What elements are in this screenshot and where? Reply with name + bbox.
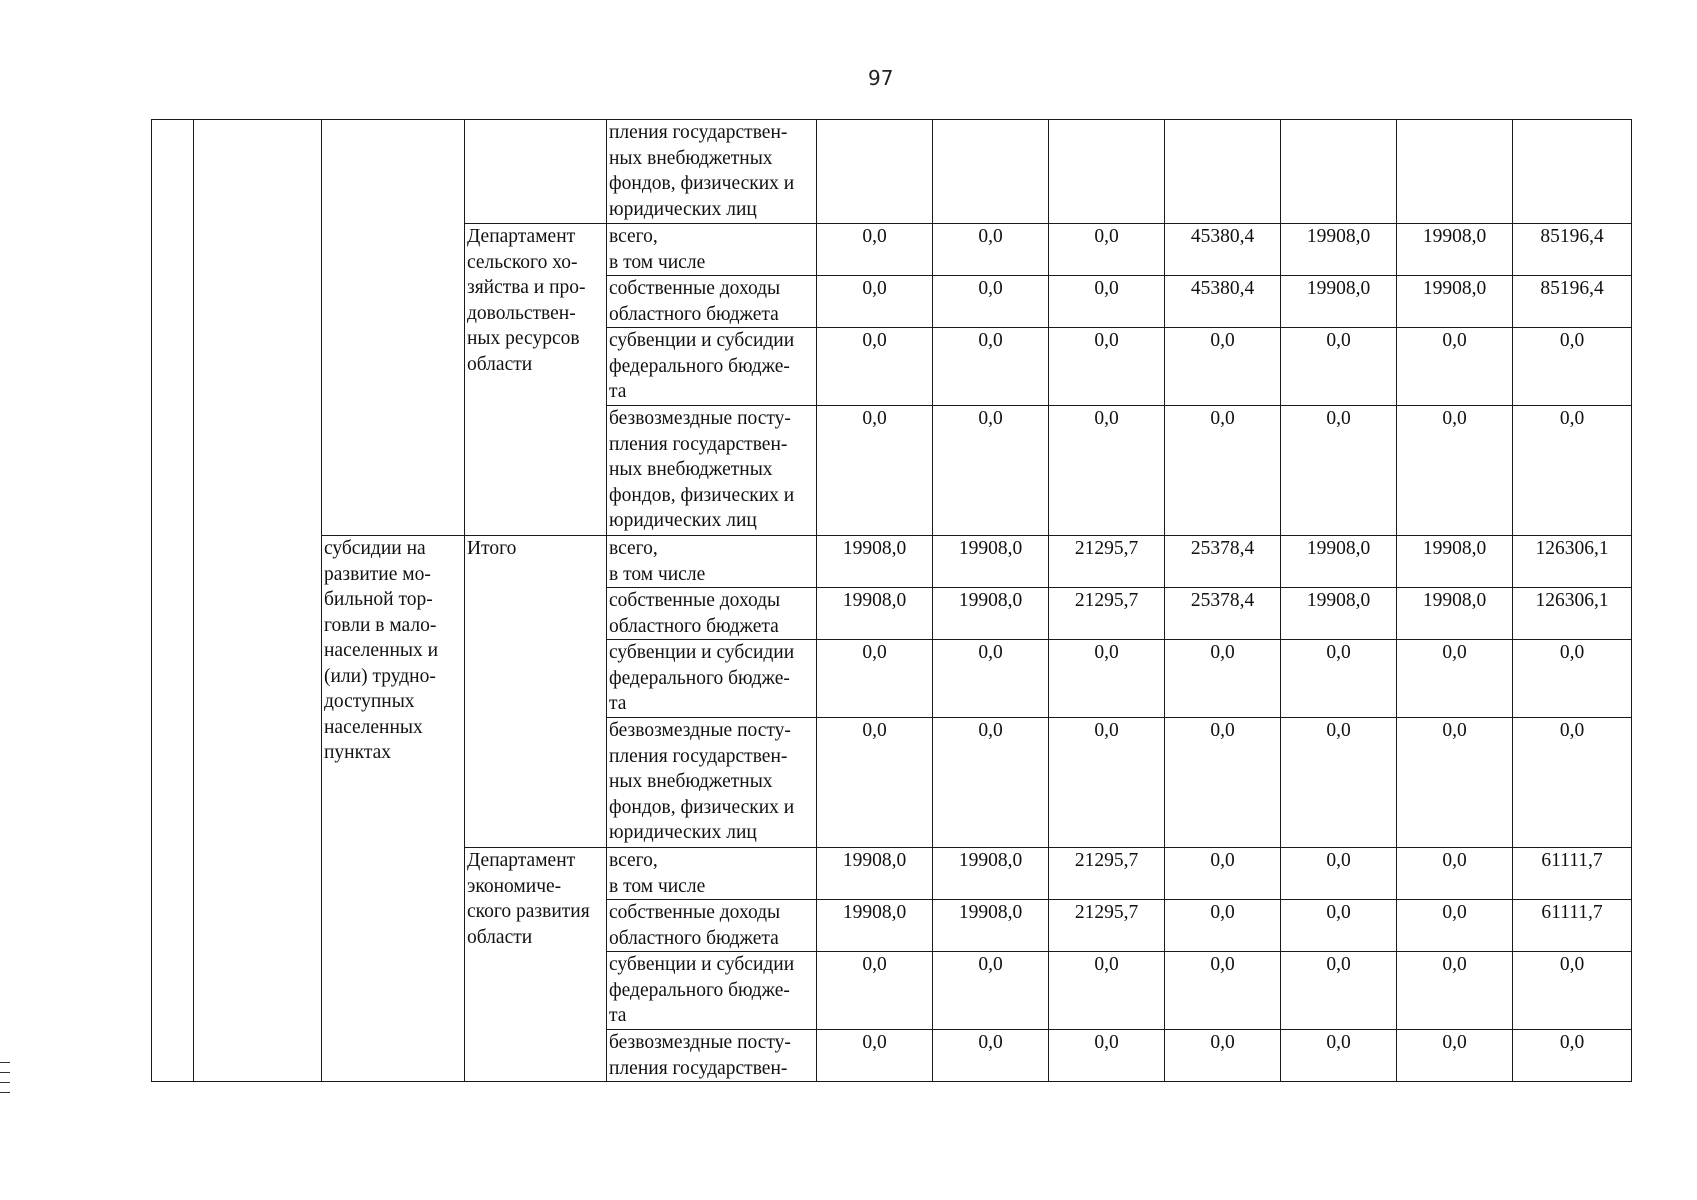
total-value-cell: 126306,1 <box>1513 588 1632 640</box>
year-value-cell: 0,0 <box>1165 1030 1281 1082</box>
year-value-cell <box>1397 120 1513 224</box>
funding-source-text: собственные доходы областного бюджета <box>609 590 781 637</box>
funding-source-text: субвенции и субсидии федерального бюдже- та <box>609 954 795 1026</box>
funding-source-text: пления государствен- ных внебюджетных фондов, физических и юридических лиц <box>609 122 795 220</box>
year-value-cell: 0,0 <box>1397 406 1513 536</box>
funding-source-text: всего, в том числе <box>609 226 706 273</box>
year-value-cell: 0,0 <box>817 224 933 276</box>
funding-source-cell <box>607 718 817 848</box>
year-value-cell: 21295,7 <box>1049 900 1165 952</box>
funding-source-cell <box>607 848 817 900</box>
measure-mobile-trade <box>322 536 465 1082</box>
year-value-cell: 0,0 <box>1165 328 1281 406</box>
year-value-cell: 0,0 <box>1397 952 1513 1030</box>
year-value-cell: 0,0 <box>933 1030 1049 1082</box>
year-value-cell: 0,0 <box>1281 1030 1397 1082</box>
year-value-cell <box>1165 120 1281 224</box>
total-value-cell: 85196,4 <box>1513 224 1632 276</box>
year-value-cell: 0,0 <box>1397 718 1513 848</box>
year-value-cell <box>1281 120 1397 224</box>
total-value-cell: 0,0 <box>1513 406 1632 536</box>
year-value-cell: 19908,0 <box>1281 276 1397 328</box>
year-value-cell: 0,0 <box>1281 328 1397 406</box>
funding-source-text: всего, в том числе <box>609 850 706 897</box>
funding-source-cell <box>607 952 817 1030</box>
year-value-cell: 19908,0 <box>933 588 1049 640</box>
executor-total-text: Итого <box>467 538 517 559</box>
total-value-cell: 85196,4 <box>1513 276 1632 328</box>
total-value-cell: 126306,1 <box>1513 536 1632 588</box>
year-value-cell: 25378,4 <box>1165 536 1281 588</box>
year-value-cell: 21295,7 <box>1049 588 1165 640</box>
year-value-cell: 19908,0 <box>1281 224 1397 276</box>
year-value-cell: 0,0 <box>933 224 1049 276</box>
col-program-cell <box>194 120 322 1082</box>
measure-mobile-trade-text: субсидии на развитие мо- бильной тор- говли в мало- населенных и (или) трудно- доступных населенных пунктах <box>324 538 439 763</box>
year-value-cell: 19908,0 <box>817 848 933 900</box>
year-value-cell: 19908,0 <box>1397 536 1513 588</box>
year-value-cell: 0,0 <box>1397 640 1513 718</box>
year-value-cell: 45380,4 <box>1165 224 1281 276</box>
year-value-cell: 0,0 <box>1049 1030 1165 1082</box>
year-value-cell: 19908,0 <box>817 588 933 640</box>
col-number-cell <box>152 120 194 1082</box>
year-value-cell: 0,0 <box>817 1030 933 1082</box>
year-value-cell: 0,0 <box>933 276 1049 328</box>
funding-source-cell <box>607 536 817 588</box>
year-value-cell: 0,0 <box>1165 900 1281 952</box>
year-value-cell: 19908,0 <box>1281 588 1397 640</box>
year-value-cell: 0,0 <box>933 328 1049 406</box>
year-value-cell: 0,0 <box>1049 952 1165 1030</box>
year-value-cell: 0,0 <box>1165 406 1281 536</box>
total-value-cell: 0,0 <box>1513 718 1632 848</box>
total-value-cell: 61111,7 <box>1513 900 1632 952</box>
year-value-cell: 21295,7 <box>1049 848 1165 900</box>
year-value-cell: 0,0 <box>817 640 933 718</box>
year-value-cell: 0,0 <box>817 328 933 406</box>
funding-source-cell <box>607 224 817 276</box>
funding-source-text: безвозмездные посту- пления государствен- ных внебюджетных фондов, физических и юридических лиц <box>609 720 795 843</box>
year-value-cell: 0,0 <box>1165 718 1281 848</box>
year-value-cell: 0,0 <box>1049 276 1165 328</box>
budget-table <box>151 119 1632 1082</box>
year-value-cell: 0,0 <box>933 640 1049 718</box>
funding-source-cell <box>607 120 817 224</box>
year-value-cell: 0,0 <box>1281 640 1397 718</box>
year-value-cell: 19908,0 <box>933 536 1049 588</box>
year-value-cell: 19908,0 <box>817 900 933 952</box>
scan-edge-mark <box>0 1072 10 1073</box>
year-value-cell: 0,0 <box>1165 952 1281 1030</box>
year-value-cell: 19908,0 <box>933 900 1049 952</box>
year-value-cell: 0,0 <box>1397 848 1513 900</box>
total-value-cell: 0,0 <box>1513 1030 1632 1082</box>
year-value-cell <box>1049 120 1165 224</box>
year-value-cell <box>933 120 1049 224</box>
year-value-cell: 0,0 <box>933 718 1049 848</box>
executor-total <box>465 536 607 848</box>
year-value-cell: 0,0 <box>1397 1030 1513 1082</box>
funding-source-cell <box>607 328 817 406</box>
year-value-cell: 0,0 <box>933 952 1049 1030</box>
executor-agriculture <box>465 224 607 536</box>
funding-source-text: всего, в том числе <box>609 538 706 585</box>
year-value-cell: 0,0 <box>1397 328 1513 406</box>
page-number: 97 <box>868 66 894 90</box>
year-value-cell: 45380,4 <box>1165 276 1281 328</box>
year-value-cell: 0,0 <box>1281 406 1397 536</box>
funding-source-text: субвенции и субсидии федерального бюдже- та <box>609 642 795 714</box>
funding-source-cell <box>607 640 817 718</box>
total-value-cell: 0,0 <box>1513 640 1632 718</box>
funding-source-text: собственные доходы областного бюджета <box>609 278 781 325</box>
year-value-cell: 0,0 <box>817 952 933 1030</box>
col-measure-cell <box>322 120 465 536</box>
year-value-cell: 0,0 <box>1165 640 1281 718</box>
funding-source-cell <box>607 276 817 328</box>
total-value-cell: 61111,7 <box>1513 848 1632 900</box>
year-value-cell: 0,0 <box>1049 224 1165 276</box>
total-value-cell <box>1513 120 1632 224</box>
funding-source-cell <box>607 406 817 536</box>
funding-source-text: безвозмездные посту- пления государствен- ных внебюджетных фондов, физических и юридических лиц <box>609 408 795 531</box>
table-row <box>152 536 1632 588</box>
year-value-cell: 0,0 <box>1281 718 1397 848</box>
year-value-cell: 19908,0 <box>1397 588 1513 640</box>
funding-source-text: безвозмездные посту- пления государствен- <box>609 1032 791 1079</box>
year-value-cell: 19908,0 <box>817 536 933 588</box>
col-executor-cell <box>465 120 607 224</box>
year-value-cell: 19908,0 <box>1281 536 1397 588</box>
year-value-cell: 21295,7 <box>1049 536 1165 588</box>
budget-table-body <box>152 120 1632 1082</box>
year-value-cell: 0,0 <box>1049 640 1165 718</box>
executor-economy <box>465 848 607 1082</box>
scan-edge-mark <box>0 1092 10 1093</box>
year-value-cell: 0,0 <box>1165 848 1281 900</box>
scan-edge-mark <box>0 1082 10 1083</box>
total-value-cell: 0,0 <box>1513 328 1632 406</box>
year-value-cell: 0,0 <box>817 276 933 328</box>
executor-economy-text: Департамент экономиче- ского развития области <box>467 850 590 948</box>
year-value-cell: 19908,0 <box>1397 276 1513 328</box>
year-value-cell: 0,0 <box>1049 718 1165 848</box>
year-value-cell: 25378,4 <box>1165 588 1281 640</box>
year-value-cell: 0,0 <box>933 406 1049 536</box>
funding-source-cell <box>607 900 817 952</box>
executor-agriculture-text: Департамент сельского хо- зяйства и про- довольствен- ных ресурсов области <box>467 226 586 375</box>
year-value-cell: 0,0 <box>1049 328 1165 406</box>
scan-edge-mark <box>0 1062 10 1063</box>
year-value-cell: 0,0 <box>1281 952 1397 1030</box>
total-value-cell: 0,0 <box>1513 952 1632 1030</box>
funding-source-cell <box>607 1030 817 1082</box>
table-row <box>152 120 1632 224</box>
funding-source-text: собственные доходы областного бюджета <box>609 902 781 949</box>
year-value-cell: 0,0 <box>1049 406 1165 536</box>
year-value-cell: 0,0 <box>817 718 933 848</box>
year-value-cell <box>817 120 933 224</box>
funding-source-text: субвенции и субсидии федерального бюдже- та <box>609 330 795 402</box>
year-value-cell: 0,0 <box>1281 900 1397 952</box>
funding-source-cell <box>607 588 817 640</box>
year-value-cell: 0,0 <box>1281 848 1397 900</box>
year-value-cell: 0,0 <box>817 406 933 536</box>
year-value-cell: 0,0 <box>1397 900 1513 952</box>
year-value-cell: 19908,0 <box>933 848 1049 900</box>
year-value-cell: 19908,0 <box>1397 224 1513 276</box>
